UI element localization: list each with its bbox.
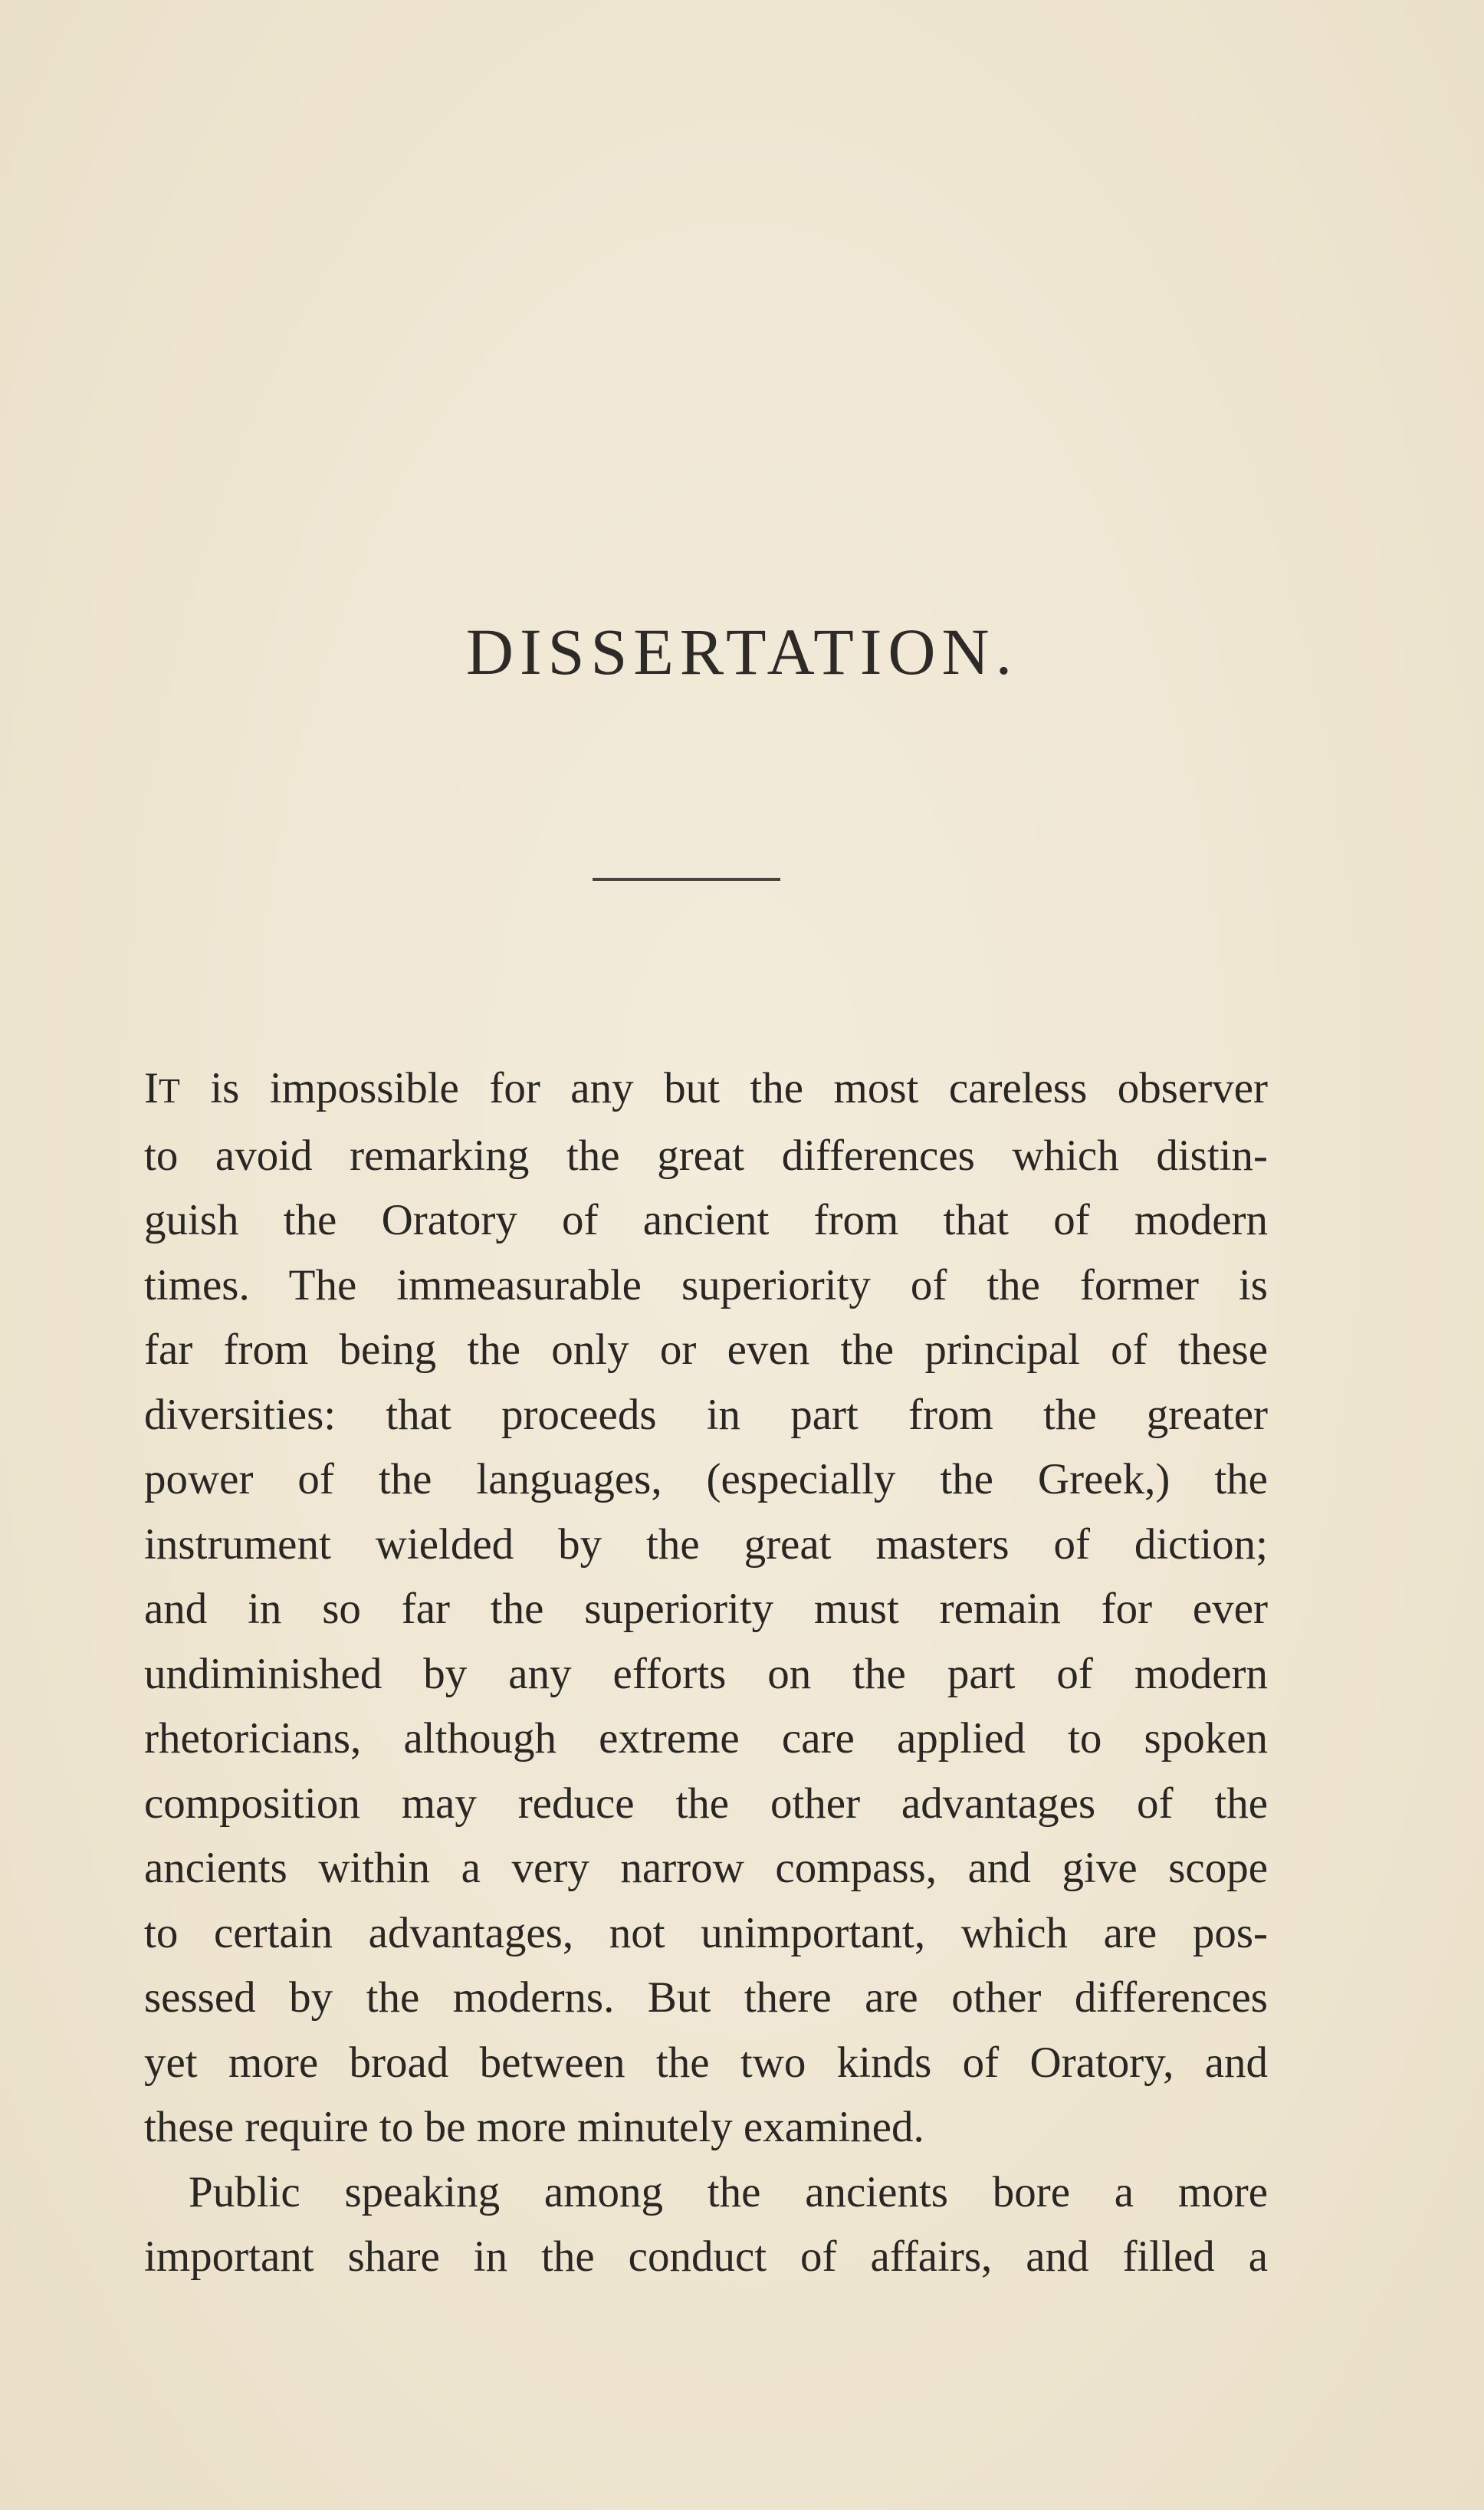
text-line: times. The immeasurable superiority of the former is xyxy=(144,1260,1268,1309)
text-line: to certain advantages, not unimportant, which are pos- xyxy=(144,1908,1268,1957)
text-line: yet more broad between the two kinds of Oratory, and xyxy=(144,2038,1268,2087)
text-line: instrument wielded by the great masters of diction; xyxy=(144,1519,1268,1569)
text-line: far from being the only or even the principal of these xyxy=(144,1326,1268,1374)
text-line: power of the languages, (especially the Greek,) the xyxy=(144,1455,1268,1503)
text-line: ancients within a very narrow compass, and give scope xyxy=(144,1844,1268,1892)
text-line: important share in the conduct of affairs, and filled a xyxy=(144,2232,1268,2281)
paragraph-1 xyxy=(144,1056,1268,2160)
text-line: and in so far the superiority must remain for ever xyxy=(144,1585,1268,1633)
text-line: guish the Oratory of ancient from that of modern xyxy=(144,1196,1268,1244)
paragraph-2 xyxy=(144,2160,1268,2290)
text-line: sessed by the moderns. But there are other differences xyxy=(144,1973,1268,2022)
text-line: undiminished by any efforts on the part of modern xyxy=(144,1649,1268,1698)
page-title: DISSERTATION. xyxy=(465,615,1019,688)
text-line: these require to be more minutely examined. xyxy=(144,2103,924,2151)
text-line: Public speaking among the ancients bore a more xyxy=(189,2167,1268,2216)
text-line: rhetoricians, although extreme care applied to spoken xyxy=(144,1714,1268,1763)
text-line: to avoid remarking the great differences which distin- xyxy=(144,1131,1268,1180)
text-line: IT is impossible for any but the most careless observer xyxy=(144,1064,1268,1112)
title-divider-rule xyxy=(593,878,780,881)
body-text xyxy=(144,1056,1268,2290)
text-line: diversities: that proceeds in part from the greater xyxy=(144,1390,1268,1439)
text-line: composition may reduce the other advantages of the xyxy=(144,1779,1268,1828)
